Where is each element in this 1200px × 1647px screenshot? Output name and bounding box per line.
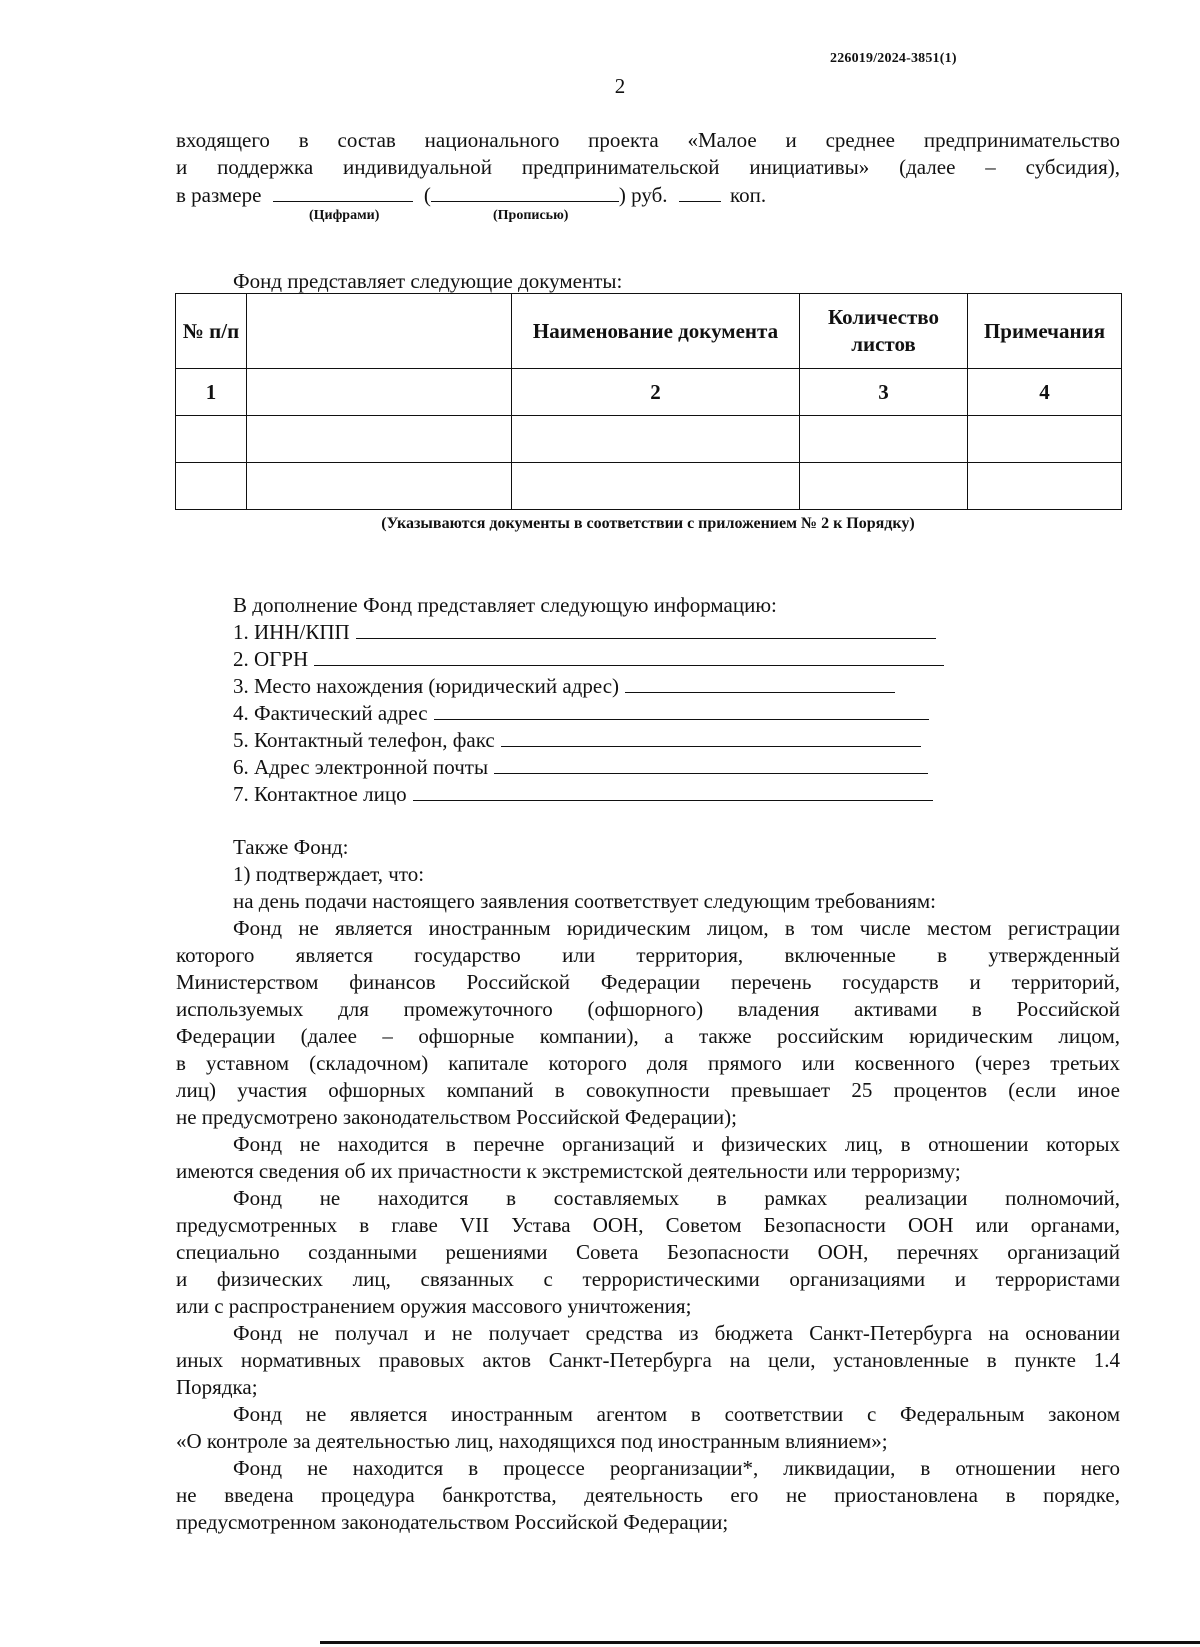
footer-rule [320, 1641, 1200, 1644]
info-label-legal-address: 3. Место нахождения (юридический адрес) [233, 674, 620, 698]
paragraph-line: не предусмотрено законодательством Российской Федерации); [176, 1105, 737, 1129]
requirement-offshore [176, 915, 1120, 1131]
legal-address-field[interactable] [625, 674, 895, 693]
amount-kop-field[interactable] [679, 183, 721, 202]
paragraph-line: Фонд не является иностранным агентом в соответствии с Федеральным законом [233, 1402, 1120, 1426]
header-notes: Примечания [968, 294, 1122, 369]
table-cell[interactable] [800, 416, 968, 463]
paragraph-line: имеются сведения об их причастности к экстремистской деятельности или терроризму; [176, 1159, 961, 1183]
info-heading: В дополнение Фонд представляет следующую информацию: [233, 593, 777, 617]
table-cell[interactable] [247, 416, 512, 463]
confirms-item: 1) подтверждает, что: [233, 862, 425, 886]
phone-fax-field[interactable] [501, 728, 921, 747]
col-number-blank [247, 369, 512, 416]
paragraph-line: Фонд не получал и не получает средства из бюджета Санкт-Петербурга на основании [233, 1321, 1120, 1345]
table-note: (Указываются документы в соответствии с приложением № 2 к Порядку) [381, 515, 915, 532]
requirement-budget [176, 1320, 1120, 1401]
info-item-actual-address [233, 700, 929, 727]
documents-intro: Фонд представляет следующие документы: [233, 269, 623, 293]
info-label-ogrn: 2. ОГРН [233, 647, 309, 671]
paragraph-line: предусмотренном законодательством Российской Федерации; [176, 1510, 729, 1534]
paragraph-line: Фонд не находится в составляемых в рамках реализации полномочий, [233, 1186, 1120, 1210]
paragraph-line: используемых для промежуточного (офшорного) владения активами в Российской [176, 997, 1120, 1021]
info-item-legal-address [233, 673, 895, 700]
col-number-2: 2 [512, 369, 800, 416]
info-item-email [233, 754, 928, 781]
subsidy-amount-line [176, 182, 766, 209]
info-label-phone: 5. Контактный телефон, факс [233, 728, 495, 752]
col-number-4: 4 [968, 369, 1122, 416]
paragraph-line: Фонд не находится в перечне организаций и физических лиц, в отношении которых [233, 1132, 1120, 1156]
paragraph-line: лиц) участия офшорных компаний в совокупности превышает 25 процентов (если иное [176, 1078, 1120, 1102]
contact-person-field[interactable] [413, 782, 933, 801]
documents-table [175, 293, 1122, 510]
table-cell[interactable] [176, 463, 247, 510]
col-number-1: 1 [176, 369, 247, 416]
table-row [176, 463, 1122, 510]
requirement-un-lists [176, 1185, 1120, 1320]
col-number-3: 3 [800, 369, 968, 416]
paragraph-line: Фонд не находится в процессе реорганизации*, ликвидации, в отношении него [233, 1456, 1120, 1480]
amount-words-field[interactable] [431, 183, 619, 202]
info-label-actual-address: 4. Фактический адрес [233, 701, 428, 725]
page-number: 2 [614, 74, 626, 98]
header-sheet-count: Количество листов [800, 294, 968, 369]
info-item-phone [233, 727, 921, 754]
paragraph-line: которого является государство или территория, включенные в утвержденный [176, 943, 1120, 967]
inn-kpp-field[interactable] [356, 620, 936, 639]
paragraph-line: в уставном (складочном) капитале которого доля прямого или косвенного (через третьих [176, 1051, 1120, 1075]
header-document-name: Наименование документа [512, 294, 800, 369]
paragraph-line: не введена процедура банкротства, деятельность его не приостановлена в порядке, [176, 1483, 1120, 1507]
table-cell[interactable] [968, 416, 1122, 463]
header-number: № п/п [176, 294, 247, 369]
intro-line-1: входящего в состав национального проекта «Малое и среднее предпринимательство [176, 128, 1120, 152]
paragraph-line: предусмотренных в главе VII Устава ООН, Советом Безопасности ООН или органами, [176, 1213, 1120, 1237]
hint-words: (Прописью) [493, 208, 569, 223]
table-cell[interactable] [512, 416, 800, 463]
intro-paragraph [176, 127, 1120, 181]
ogrn-field[interactable] [314, 647, 944, 666]
amount-rub: ) руб. [618, 183, 668, 207]
paragraph-line: или с распространением оружия массового уничтожения; [176, 1294, 692, 1318]
document-number: 226019/2024-3851(1) [830, 51, 957, 66]
actual-address-field[interactable] [434, 701, 929, 720]
header-blank [247, 294, 512, 369]
table-row [176, 416, 1122, 463]
amount-open-paren: ( [423, 183, 431, 207]
table-cell[interactable] [512, 463, 800, 510]
paragraph-line: и физических лиц, связанных с террористическими организациями и террористами [176, 1267, 1120, 1291]
table-header-row [176, 294, 1122, 369]
amount-digits-field[interactable] [273, 183, 413, 202]
requirements-line: на день подачи настоящего заявления соответствует следующим требованиям: [233, 889, 936, 913]
paragraph-line: Порядка; [176, 1375, 258, 1399]
info-label-email: 6. Адрес электронной почты [233, 755, 489, 779]
info-label-inn: 1. ИНН/КПП [233, 620, 350, 644]
paragraph-line: Фонд не является иностранным юридическим лицом, в том числе местом регистрации [233, 916, 1120, 940]
info-item-contact [233, 781, 933, 808]
intro-line-2: и поддержка индивидуальной предпринимательской инициативы» (далее – субсидия), [176, 155, 1120, 179]
paragraph-line: специально созданными решениями Совета Безопасности ООН, перечнях организаций [176, 1240, 1120, 1264]
table-cell[interactable] [247, 463, 512, 510]
table-cell[interactable] [176, 416, 247, 463]
info-item-ogrn [233, 646, 944, 673]
table-cell[interactable] [968, 463, 1122, 510]
amount-kop-label: коп. [730, 183, 767, 207]
email-field[interactable] [494, 755, 928, 774]
amount-prefix: в размере [176, 183, 262, 207]
requirement-reorganization [176, 1455, 1120, 1536]
paragraph-line: «О контроле за деятельностью лиц, находящихся под иностранным влиянием»; [176, 1429, 888, 1453]
paragraph-line: Федерации (далее – офшорные компании), а также российским юридическим лицом, [176, 1024, 1120, 1048]
table-cell[interactable] [800, 463, 968, 510]
hint-digits: (Цифрами) [309, 208, 380, 223]
also-fund: Также Фонд: [233, 835, 349, 859]
table-numbering-row [176, 369, 1122, 416]
paragraph-line: иных нормативных правовых актов Санкт-Петербурга на цели, установленные в пункте 1.4 [176, 1348, 1120, 1372]
paragraph-line: Министерством финансов Российской Федерации перечень государств и территорий, [176, 970, 1120, 994]
requirement-foreign-agent [176, 1401, 1120, 1455]
requirement-extremism [176, 1131, 1120, 1185]
info-label-contact: 7. Контактное лицо [233, 782, 407, 806]
info-item-inn [233, 619, 936, 646]
